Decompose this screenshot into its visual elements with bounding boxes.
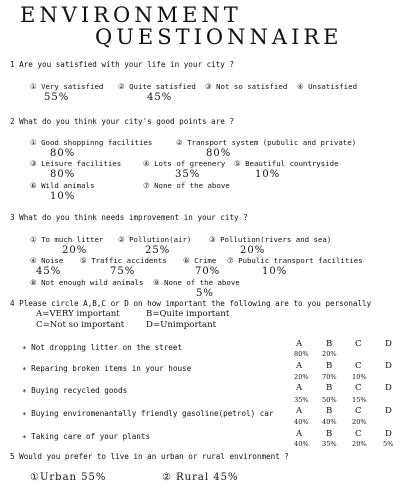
q4-item-label: ∗ Buying enviromenantally friendly gasoline(petrol) car [22, 409, 274, 418]
q1-pct-2: 45% [147, 92, 173, 103]
q5-option-2: ② Rural 45% [162, 472, 239, 483]
col-a-header: A [296, 361, 303, 371]
q2-pct-6: 10% [50, 191, 76, 202]
q5-option-1: ①Urban 55% [30, 472, 107, 483]
cell-b: 50% [322, 396, 337, 404]
cell-b: 70% [322, 373, 337, 381]
q4-item-label: ∗ Reparing broken items in your house [22, 364, 192, 373]
q1-option-4: ④ Unsatisfied [297, 82, 358, 91]
cell-b: 20% [322, 350, 337, 358]
q2-option-2: ② Transport system (pubulic and private) [176, 138, 357, 147]
q3-pct-5: 75% [110, 266, 136, 277]
q3-pct-9: 5% [196, 288, 214, 299]
scale-b: B=Quite important [146, 309, 230, 319]
col-d-header: D [385, 406, 392, 416]
col-a-header: A [296, 406, 303, 416]
q1-option-1: ① Very satisfied [30, 82, 104, 91]
title-line-2: QUESTIONNAIRE [95, 25, 343, 49]
col-c-header: C [355, 383, 362, 393]
question-5: 5 Would you prefer to live in an urban or rural environment ? [10, 452, 289, 461]
q2-option-5: ⑤ Beautiful countryside [234, 159, 339, 168]
scale-a: A=VERY important [36, 309, 120, 319]
q2-option-7: ⑦ None of the above [143, 181, 230, 190]
col-b-header: B [326, 429, 333, 439]
col-a-header: A [296, 339, 303, 349]
cell-c: 15% [352, 396, 367, 404]
question-1: 1 Are you satisfied with your life in your city ? [10, 60, 235, 69]
col-b-header: B [326, 339, 333, 349]
title-line-1: ENVIRONMENT [20, 3, 242, 27]
col-b-header: B [326, 361, 333, 371]
cell-a: 40% [294, 418, 309, 426]
q4-item-label: ∗ Not dropping litter on the street [22, 343, 183, 352]
q3-option-7: ⑦ Pubulic transport facilities [227, 256, 363, 265]
scale-c: C=Not so important [36, 320, 125, 330]
cell-a: 80% [294, 350, 309, 358]
cell-c: 20% [352, 440, 367, 448]
q2-option-4: ④ Lots of greenery [143, 159, 226, 168]
col-d-header: D [385, 429, 392, 439]
cell-c: 20% [352, 418, 367, 426]
q2-pct-1: 80% [50, 148, 76, 159]
q3-pct-7: 10% [262, 266, 288, 277]
q2-pct-2: 80% [206, 148, 232, 159]
cell-b: 40% [322, 418, 337, 426]
question-3: 3 What do you think needs improvement in your city ? [10, 213, 248, 222]
q1-option-2: ② Quite satisfied [118, 82, 196, 91]
q3-option-9: ⑨ None of the above [153, 278, 240, 287]
col-c-header: C [355, 406, 362, 416]
q3-option-8: ⑧ Not enough wild animals [30, 278, 144, 287]
q3-option-4: ④ Noise [30, 256, 64, 265]
question-2: 2 What do you think your city's good points are ? [10, 117, 235, 126]
q2-pct-4: 35% [175, 169, 201, 180]
col-c-header: C [355, 429, 362, 439]
col-a-header: A [296, 383, 303, 393]
cell-a: 20% [294, 373, 309, 381]
q4-item-label: ∗ Taking care of your plants [22, 432, 151, 441]
q2-pct-5: 10% [255, 169, 281, 180]
col-b-header: B [326, 383, 333, 393]
col-b-header: B [326, 406, 333, 416]
col-d-header: D [385, 339, 392, 349]
col-d-header: D [385, 361, 392, 371]
q2-option-1: ① Good shoppinng facilities [30, 138, 153, 147]
q1-pct-1: 55% [44, 92, 70, 103]
cell-c: 10% [352, 373, 367, 381]
q2-option-6: ⑥ Wild animals [30, 181, 95, 190]
cell-a: 40% [294, 440, 309, 448]
q3-pct-2: 25% [145, 245, 171, 256]
scale-d: D=Unimportant [146, 320, 217, 330]
col-d-header: D [385, 383, 392, 393]
col-c-header: C [355, 339, 362, 349]
q3-option-1: ① To much litter [30, 235, 104, 244]
cell-a: 35% [294, 396, 309, 404]
question-4: 4 Please circle A,B,C or D on how important the following are to you personally [10, 299, 372, 308]
q3-pct-3: 20% [240, 245, 266, 256]
q3-option-5: ⑤ Traffic accidents [80, 256, 167, 265]
q3-pct-6: 70% [195, 266, 221, 277]
q1-option-3: ③ Not so satisfied [205, 82, 288, 91]
cell-b: 35% [322, 440, 337, 448]
q3-option-6: ⑥ Crime [183, 256, 217, 265]
q3-pct-4: 45% [36, 266, 62, 277]
cell-d: 5% [383, 440, 394, 448]
q2-option-3: ③ Leisure facilities [30, 159, 122, 168]
q4-item-label: ∗ Buying recycled goods [22, 386, 128, 395]
q3-option-2: ② Pollution(air) [118, 235, 192, 244]
col-c-header: C [355, 361, 362, 371]
q3-option-3: ③ Pollution(rivers and sea) [209, 235, 332, 244]
q3-pct-1: 20% [62, 245, 88, 256]
col-a-header: A [296, 429, 303, 439]
q2-pct-3: 80% [50, 169, 76, 180]
